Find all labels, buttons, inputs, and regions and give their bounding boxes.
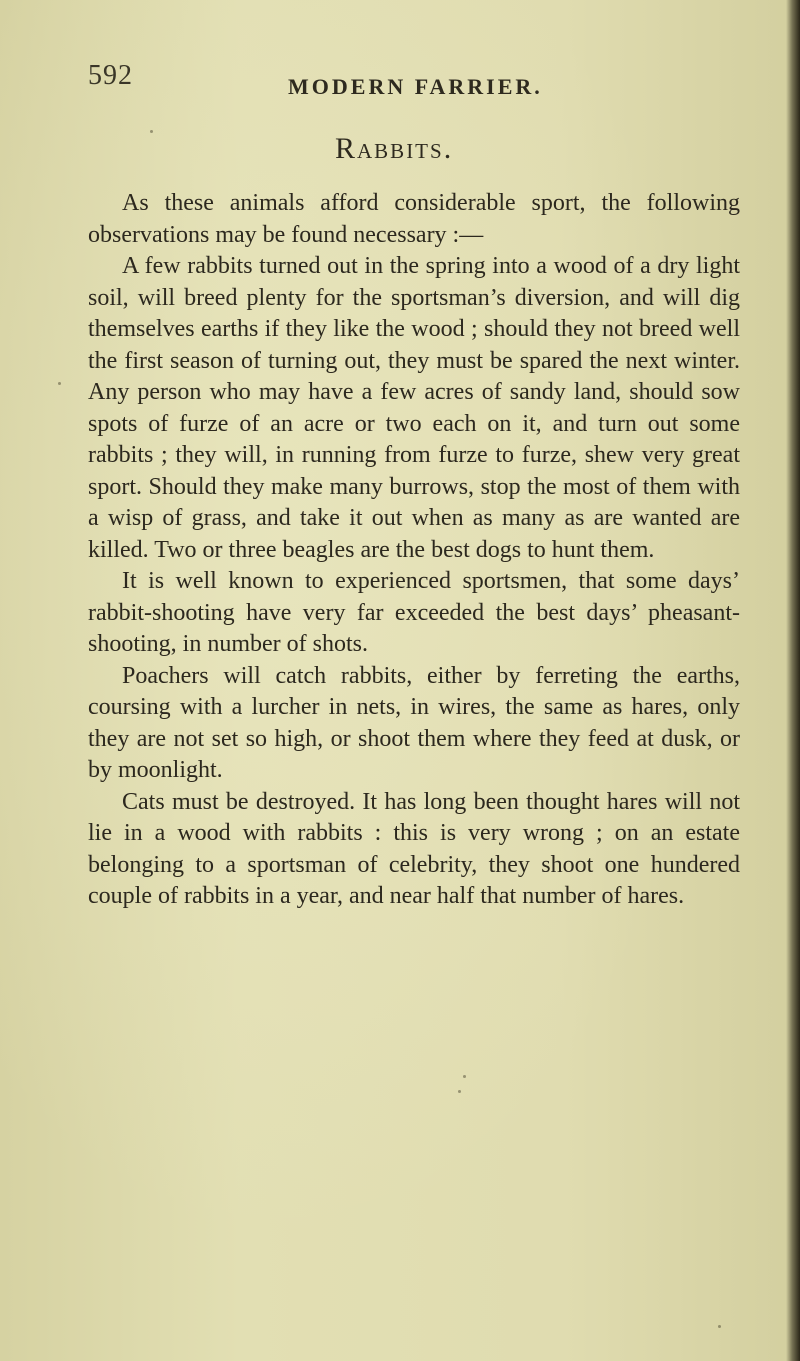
paper-speck bbox=[718, 1325, 721, 1328]
page-binding-edge bbox=[786, 0, 800, 1361]
paper-speck bbox=[58, 382, 61, 385]
paragraph: As these animals afford considerable sport, the following observations may be found necessary :— bbox=[88, 190, 740, 248]
page-number: 592 bbox=[88, 60, 133, 91]
paper-speck bbox=[458, 1090, 461, 1093]
paragraph: A few rabbits turned out in the spring into a wood of a dry light soil, will breed plenty for the sportsman’s diversion, and will dig themselves earths if they like the wood ; should they not breed well the first season of turning out, they must be spared the next winter. Any person who may have a few acres of sandy land, should sow spots of furze of an acre or two each on it, and turn out some rabbits ; they will, in running from furze to furze, shew very great sport. Should they make many burrows, stop the most of them with a wisp of grass, and take it out when as many as are wanted are killed. Two or three beagles are the best dogs to hunt them. bbox=[88, 253, 740, 563]
paragraph: Poachers will catch rabbits, either by ferreting the earths, coursing with a lurcher in nets, in wires, the same as hares, only they are not set so high, or shoot them where they feed at dusk, or by moonlight. bbox=[88, 662, 740, 783]
paragraph: Cats must be destroyed. It has long been thought hares will not lie in a wood with rabbits : this is very wrong ; on an estate belonging to a sportsman of celebrity, they shoot one hundered couple of rabbits in a year, and near half that number of hares. bbox=[88, 788, 740, 909]
paper-speck bbox=[150, 130, 153, 133]
body-text bbox=[88, 188, 740, 913]
paper-speck bbox=[463, 1075, 466, 1078]
paragraph: It is well known to experienced sportsmen, that some days’ rabbit-shooting have very far exceeded the best days’ pheasant-shooting, in number of shots. bbox=[88, 568, 740, 657]
running-head: MODERN FARRIER. bbox=[288, 74, 543, 99]
section-title: Rabbits. bbox=[335, 132, 454, 165]
